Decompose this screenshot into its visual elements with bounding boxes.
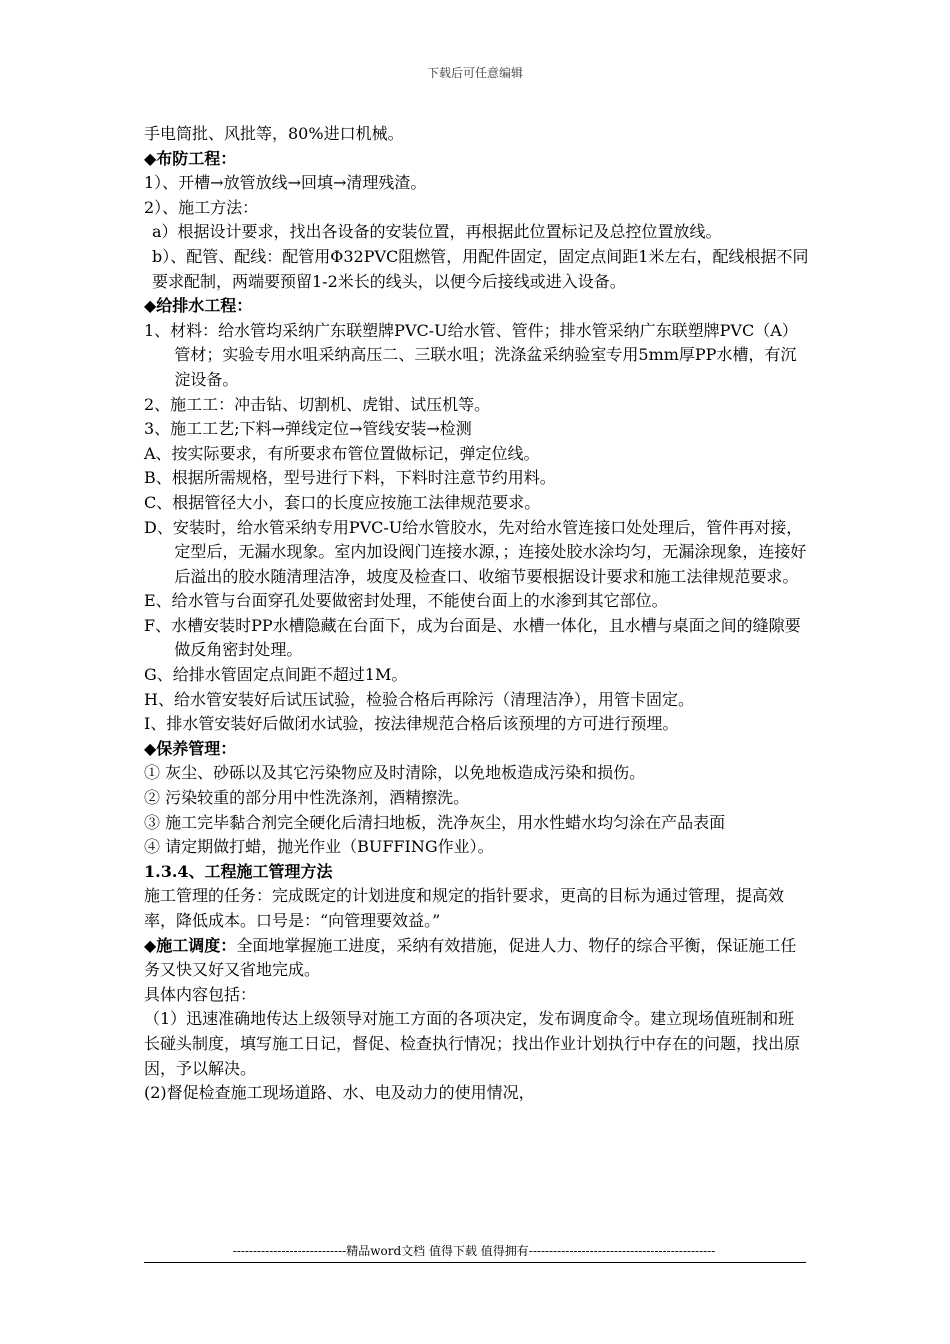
list-item: 1、材料：给水管均采纳广东联塑牌PVC-U给水管、管件；排水管采纳广东联塑牌PVC（A）管材；实验专用水咀采纳高压二、三联水咀；洗涤盆采纳验室专用5mm厚PP水槽，有沉淀设备。 xyxy=(144,320,798,389)
list-item: 2、施工工：冲击钻、切割机、虎钳、试压机等。 xyxy=(144,394,491,414)
paragraph: (2)督促检查施工现场道路、水、电及动力的使用情况， xyxy=(144,1083,535,1103)
list-item: C、根据管径大小，套口的长度应按施工法律规范要求。 xyxy=(144,492,541,512)
paragraph: 施工管理的任务：完成既定的计划进度和规定的指针要求，更高的目标为通过管理，提高效率，降低成本。口号是：“向管理要效益。” xyxy=(144,886,785,930)
list-item: D、安装时，给水管采纳专用PVC-U给水管胶水，先对给水管连接口处处理后，管件再对接，定型后，无漏水现象。室内加设阀门连接水源，；连接处胶水涂均匀，无漏涂现象，连接好后溢出的胶水随清理洁净，坡度及检查口、收缩节要根据设计要求和施工法律规范要求。 xyxy=(144,517,807,586)
list-item: B、根据所需规格，型号进行下料，下料时注意节约用料。 xyxy=(144,468,556,488)
list-item: ② 污染较重的部分用中性洗涤剂，酒精擦洗。 xyxy=(144,788,470,808)
paragraph: 1）、开槽→放管放线→回填→清理残渣。 xyxy=(144,173,427,193)
paragraph: 具体内容包括： xyxy=(144,984,257,1004)
page-footer: ----------------------------精品word文档 值得下载 值得拥有---------------------------------------------- xyxy=(232,1244,716,1258)
section-heading-maintenance: ◆保养管理： xyxy=(144,738,237,758)
list-item: ① 灰尘、砂砾以及其它污染物应及时清除，以免地板造成污染和损伤。 xyxy=(144,763,646,783)
footer-divider xyxy=(144,1262,806,1263)
list-item: F、水槽安装时PP水槽隐藏在台面下，成为台面是、水槽一体化，且水槽与桌面之间的缝隙要做反角密封处理。 xyxy=(144,615,801,660)
section-heading-management: 1.3.4、工程施工管理方法 xyxy=(144,861,333,881)
list-item: 3、施工工艺;下料→弹线定位→管线安装→检测 xyxy=(144,419,472,439)
document-body xyxy=(144,122,810,1106)
section-heading-cabling: ◆布防工程： xyxy=(144,148,237,168)
section-heading-plumbing: ◆给排水工程： xyxy=(144,296,253,316)
list-item: A、按实际要求，有所要求布管位置做标记，弹定位线。 xyxy=(144,443,540,463)
inline-text: 全面地掌握施工进度，采纳有效措施，促进人力、物仔的综合平衡，保证施工任务又快又好又省地完成。 xyxy=(144,935,797,980)
page-header: 下载后可任意编辑 xyxy=(426,66,523,80)
paragraph xyxy=(144,934,810,983)
list-item: G、给排水管固定点间距不超过1M。 xyxy=(144,665,408,685)
paragraph: （1）迅速准确地传达上级领导对施工方面的各项决定，发布调度命令。建立现场值班制和班长碰头制度，填写施工日记，督促、检查执行情况；找出作业计划执行中存在的问题，找出原因，予以解决。 xyxy=(144,1009,801,1078)
paragraph: b）、配管、配线：配管用Φ32PVC阻燃管，用配件固定，固定点间距1米左右，配线根据不同要求配制，两端要预留1-2米长的线头，以便今后接线或进入设备。 xyxy=(152,246,809,291)
list-item: ③ 施工完毕黏合剂完全硬化后清扫地板，洗净灰尘，用水性蜡水均匀涂在产品表面 xyxy=(144,812,726,832)
list-item: H、给水管安装好后试压试验，检验合格后再除污（清理洁净），用管卡固定。 xyxy=(144,689,694,709)
paragraph: a）根据设计要求，找出各设备的安装位置，再根据此位置标记及总控位置放线。 xyxy=(152,222,722,242)
inline-heading: ◆施工调度： xyxy=(144,935,237,955)
paragraph: 手电筒批、风批等，80%进口机械。 xyxy=(144,124,404,143)
paragraph: 2）、施工方法： xyxy=(144,197,259,217)
list-item: I、排水管安装好后做闭水试验，按法律规范合格后该预埋的方可进行预埋。 xyxy=(144,714,679,734)
list-item: E、给水管与台面穿孔处要做密封处理，不能使台面上的水渗到其它部位。 xyxy=(144,591,668,611)
list-item: ④ 请定期做打蜡，抛光作业（BUFFING作业）。 xyxy=(144,837,494,857)
